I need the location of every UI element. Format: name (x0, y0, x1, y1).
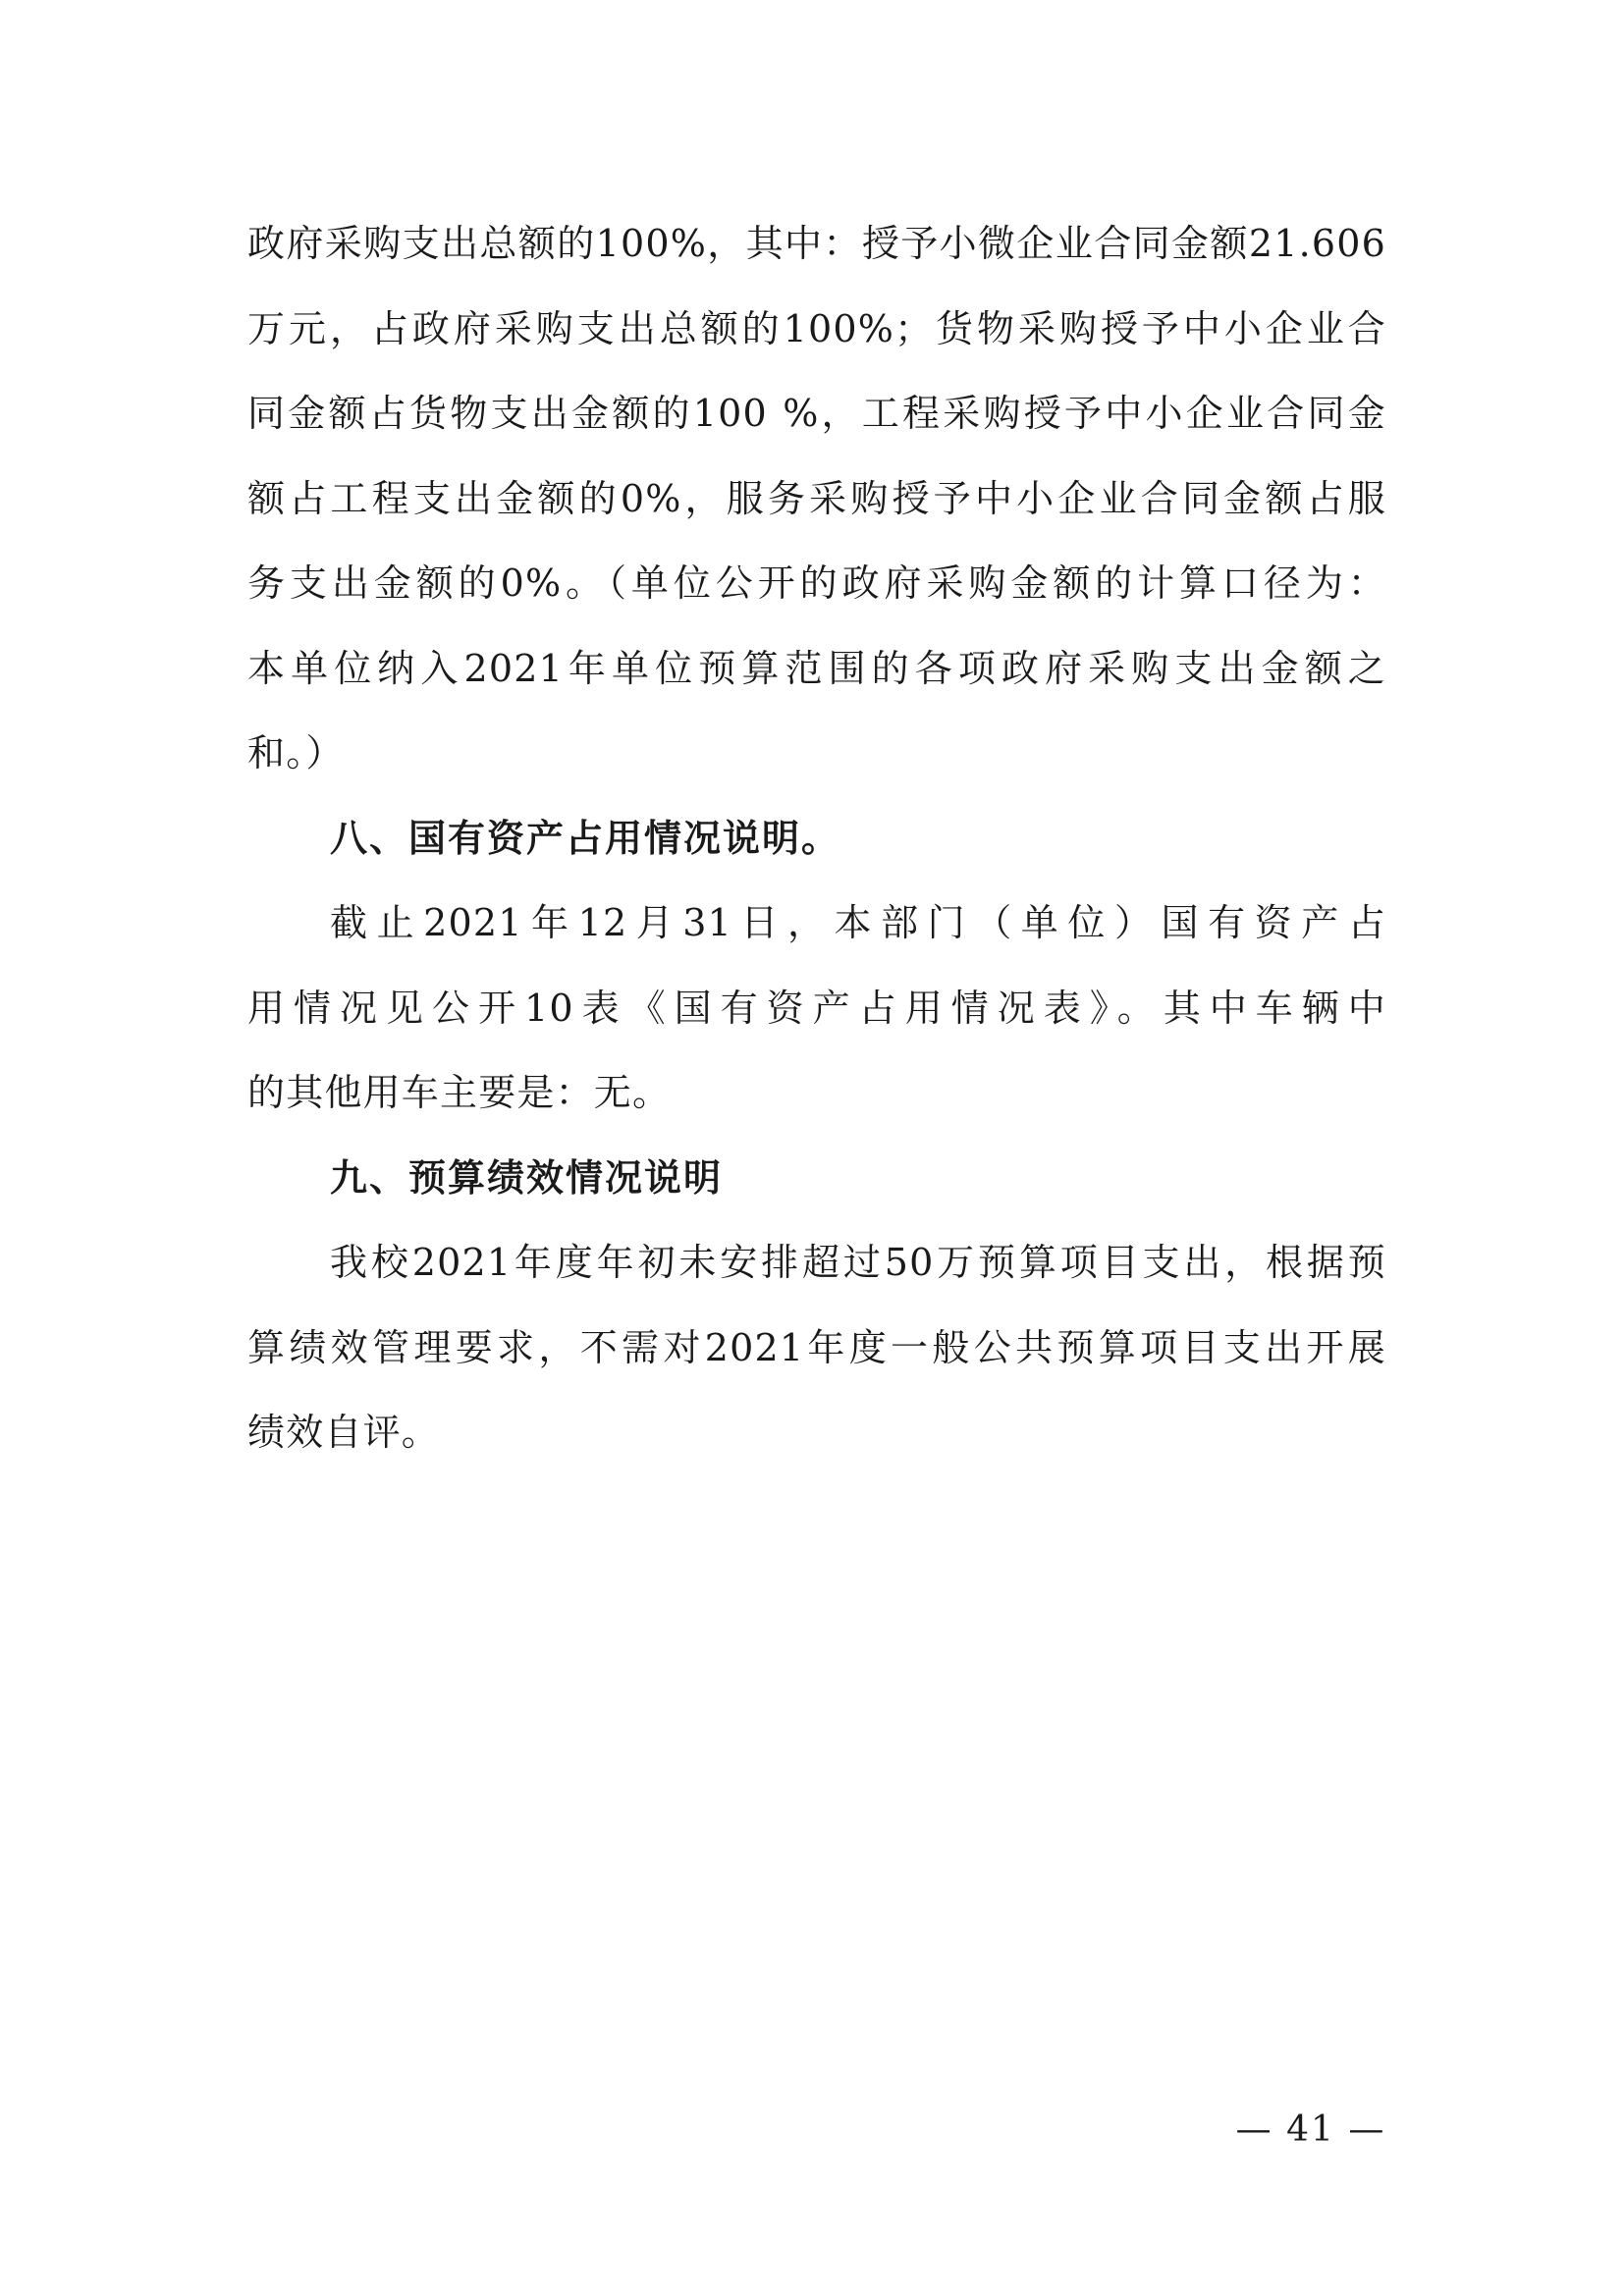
paragraph-line: 我校2021年度年初未安排超过50万预算项目支出，根据预 (330, 1241, 1386, 1284)
paragraph-line: 绩效自评。 (247, 1411, 441, 1454)
paragraph-line: 万元，占政府采购支出总额的100%；货物采购授予中小企业合 (247, 306, 1386, 350)
paragraph-line: 截止2021年12月31日，本部门（单位）国有资产占 (330, 901, 1386, 944)
body-text (247, 214, 1386, 1488)
section-heading-performance: 九、预算绩效情况说明 (330, 1155, 724, 1200)
paragraph-line: 的其他用车主要是：无。 (247, 1071, 672, 1114)
section-heading-asset: 八、国有资产占用情况说明。 (330, 816, 841, 860)
paragraph-line: 和。） (247, 731, 345, 774)
paragraph-line: 政府采购支出总额的100%，其中：授予小微企业合同金额21.606 (247, 222, 1386, 265)
paragraph-line: 用情况见公开10表《国有资产占用情况表》。其中车辆中 (247, 986, 1386, 1030)
paragraph-line: 本单位纳入2021年单位预算范围的各项政府采购支出金额之 (247, 646, 1386, 690)
paragraph-line: 务支出金额的0%。（单位公开的政府采购金额的计算口径为： (247, 561, 1386, 605)
paragraph-line: 额占工程支出金额的0%，服务采购授予中小企业合同金额占服 (247, 476, 1386, 520)
page-number: — 41 — (1235, 2109, 1386, 2150)
paragraph-line: 算绩效管理要求，不需对2021年度一般公共预算项目支出开展 (247, 1325, 1386, 1369)
paragraph-line: 同金额占货物支出金额的100 %，工程采购授予中小企业合同金 (247, 392, 1386, 435)
